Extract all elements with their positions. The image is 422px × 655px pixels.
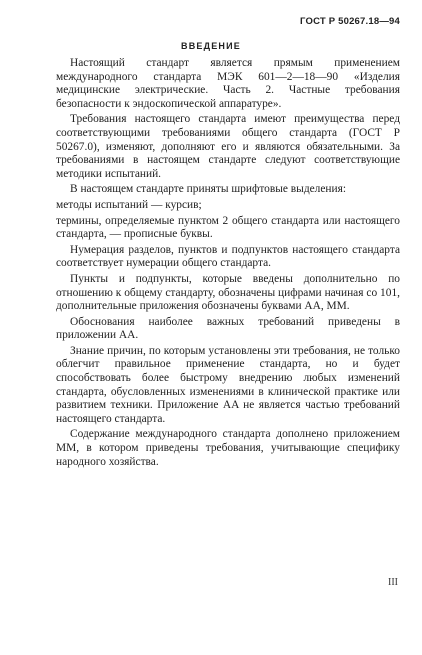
paragraph-rationale: Обоснования наиболее важных требований приведены в приложении AA.: [56, 315, 400, 342]
paragraph-typography-capitals: термины, определяемые пунктом 2 общего стандарта или настоящего стандарта, — прописные буквы.: [56, 214, 400, 241]
paragraph-typography-italic: методы испытаний — курсив;: [56, 198, 202, 211]
paragraph-numbering: Нумерация разделов, пунктов и подпунктов настоящего стандарта соответствует нумерации общего стандарта.: [56, 243, 400, 270]
document-code: ГОСТ Р 50267.18—94: [300, 16, 400, 27]
paragraph-annex-mm: Содержание международного стандарта дополнено приложением MM, в котором приведены требования, учитывающие специфику народного хозяйства.: [56, 428, 400, 468]
paragraph-typography-intro: В настоящем стандарте приняты шрифтовые выделения:: [70, 183, 346, 196]
paragraph-reasons: Знание причин, по которым установлены эти требования, не только облегчит правильное применение стандарта, но и будет способствовать более быстрому внедрению любых изменений стандарта, обусловленных изменениями в клинической практике или развитием техники. Приложение AA не является частью требований настоящего стандарта.: [56, 344, 400, 425]
page-number: III: [388, 577, 398, 588]
paragraph-scope: Настоящий стандарт является прямым применением международного стандарта МЭК 601—2—18—90 «Изделия медицинские электрические. Часть 2. Частные требования безопасности к эндоскопической аппаратуре».: [56, 57, 400, 110]
section-title: ВВЕДЕНИЕ: [181, 41, 241, 51]
paragraph-additional-clauses: Пункты и подпункты, которые введены дополнительно по отношению к общему стандарту, обозначены цифрами начиная со 101, дополнительные приложения обозначены буквами AA, MM.: [56, 272, 400, 313]
introduction-body: [56, 57, 400, 471]
paragraph-requirements: Требования настоящего стандарта имеют преимущества перед соответствующими требованиями общего стандарта (ГОСТ Р 50267.0), изменяют, дополняют его и являются обязательными. За требованиями в настоящем стандарте следуют соответствующие методики испытаний.: [56, 113, 400, 180]
